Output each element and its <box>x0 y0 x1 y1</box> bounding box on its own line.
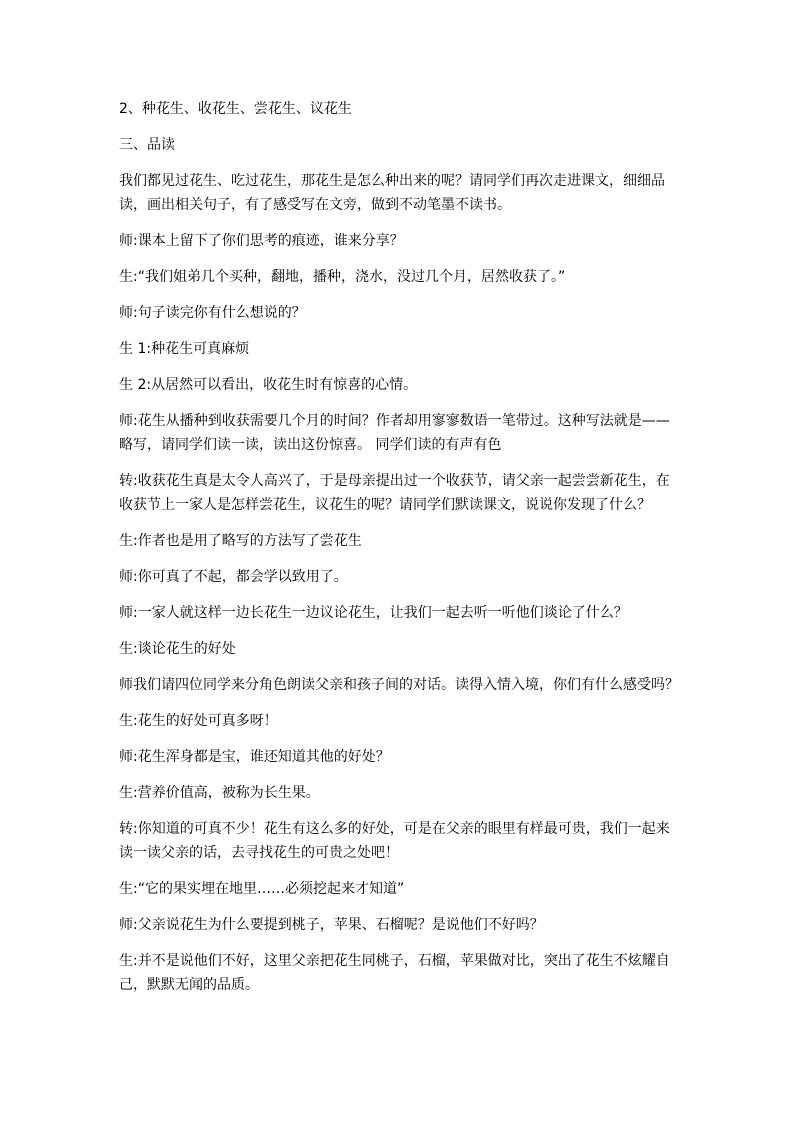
paragraph: 生:花生的好处可真多呀！ <box>119 713 278 729</box>
paragraph: 生 2:从居然可以看出，收花生时有惊喜的心情。 <box>119 377 418 393</box>
paragraph: 转:你知道的可真不少！花生有这么多的好处，可是在父亲的眼里有样最可贵，我们一起来读一读父亲的话，去寻找花生的可贵之处吧！ <box>119 821 670 861</box>
paragraph: 师:父亲说花生为什么要提到桃子，苹果、石榴呢？是说他们不好吗？ <box>119 917 544 933</box>
paragraph: 师:一家人就这样一边长花生一边议论花生，让我们一起去听一听他们谈论了什么？ <box>119 605 628 621</box>
paragraph: 生:并不是说他们不好，这里父亲把花生同桃子，石榴，苹果做对比，突出了花生不炫耀自己，默默无闻的品质。 <box>119 953 670 993</box>
paragraph: 生:谈论花生的好处 <box>119 641 236 657</box>
paragraph: 生:营养价值高，被称为长生果。 <box>119 785 320 801</box>
paragraph: 生:作者也是用了略写的方法写了尝花生 <box>119 533 362 549</box>
document-body <box>119 97 679 1009</box>
paragraph: 生:“我们姐弟几个买种，翻地，播种，浇水，没过几个月，居然收获了。” <box>119 269 566 285</box>
paragraph: 我们都见过花生、吃过花生，那花生是怎么种出来的呢？请同学们再次走进课文，细细品读，画出相关句子，有了感受写在文旁，做到不动笔墨不读书。 <box>119 173 665 213</box>
paragraph: 师:课本上留下了你们思考的痕迹，谁来分享？ <box>119 233 404 249</box>
paragraph: 师:花生浑身都是宝，谁还知道其他的好处？ <box>119 749 390 765</box>
section-heading: 2、种花生、收花生、尝花生、议花生 <box>119 101 352 117</box>
section-heading: 三、品读 <box>119 137 175 153</box>
paragraph: 师:花生从播种到收获需要几个月的时间？作者却用寥寥数语一笔带过。这种写法就是——略写，请同学们读一读，读出这份惊喜。 同学们读的有声有色 <box>119 413 670 453</box>
paragraph: 师:你可真了不起，都会学以致用了。 <box>119 569 348 585</box>
paragraph: 转:收获花生真是太令人高兴了，于是母亲提出过一个收获节，请父亲一起尝尝新花生，在收获节上一家人是怎样尝花生，议花生的呢？请同学们默读课文，说说你发现了什么？ <box>119 473 670 513</box>
paragraph: 生:“它的果实埋在地里……必须挖起来才知道” <box>119 881 405 897</box>
paragraph: 师我们请四位同学来分角色朗读父亲和孩子间的对话。读得入情入境，你们有什么感受吗？ <box>119 677 679 693</box>
paragraph: 生 1:种花生可真麻烦 <box>119 341 250 357</box>
paragraph: 师:句子读完你有什么想说的？ <box>119 305 306 321</box>
